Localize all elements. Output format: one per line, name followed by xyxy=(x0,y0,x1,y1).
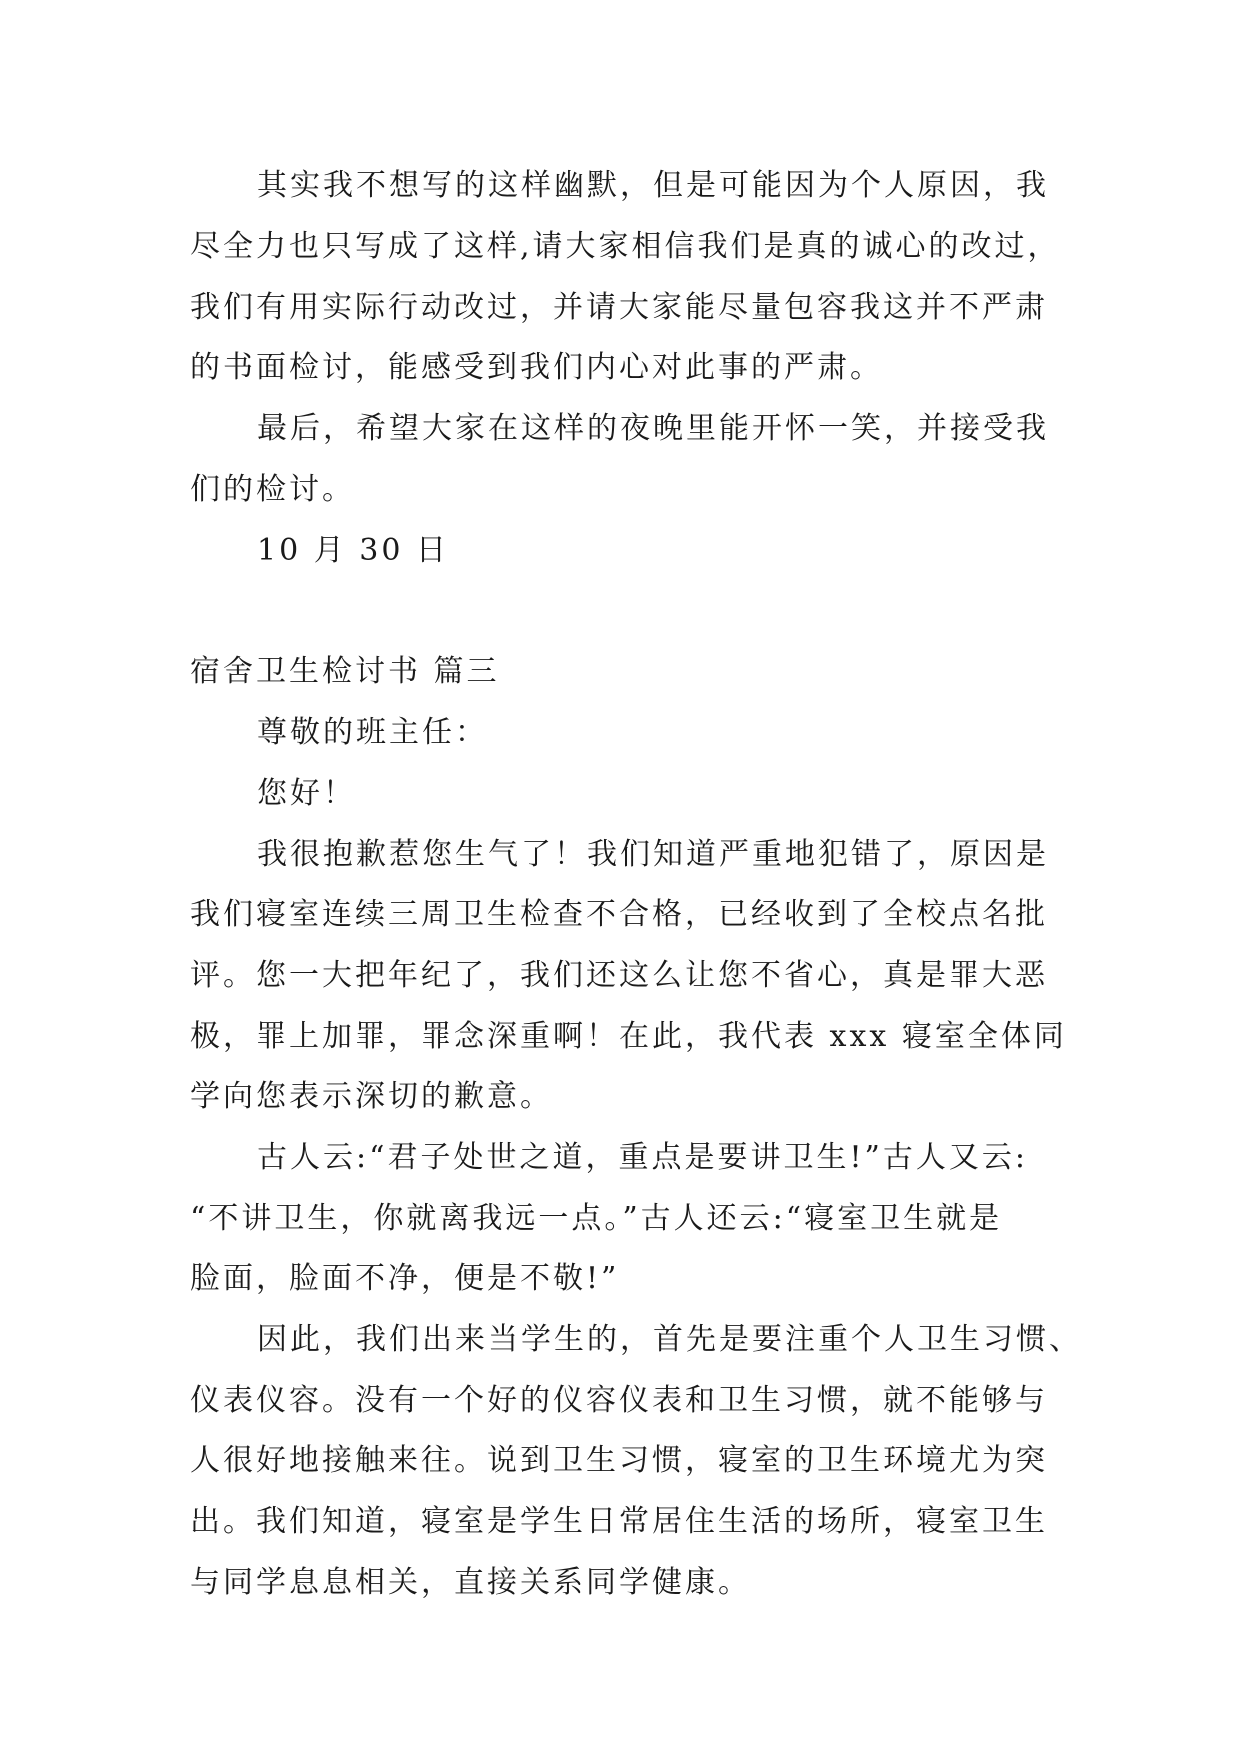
greeting: 您好！ xyxy=(257,776,356,811)
paragraph-line: 古人云:“君子处世之道，重点是要讲卫生!”古人又云: xyxy=(257,1140,1028,1175)
date-line: 10 月 30 日 xyxy=(257,533,449,568)
paragraph-line: 因此，我们出来当学生的，首先是要注重个人卫生习惯、 xyxy=(257,1322,1082,1357)
paragraph-line: 我很抱歉惹您生气了！我们知道严重地犯错了，原因是 xyxy=(257,837,1049,872)
paragraph-line: 其实我不想写的这样幽默，但是可能因为个人原因，我 xyxy=(257,168,1049,203)
paragraph-line: 我们寝室连续三周卫生检查不合格，已经收到了全校点名批 xyxy=(190,897,1048,932)
salutation: 尊敬的班主任： xyxy=(257,715,488,750)
paragraph-line: 与同学息息相关，直接关系同学健康。 xyxy=(190,1565,751,1600)
paragraph-line: 出。我们知道，寝室是学生日常居住生活的场所，寝室卫生 xyxy=(190,1504,1048,1539)
paragraph-line: “不讲卫生，你就离我远一点。”古人还云:“寝室卫生就是 xyxy=(190,1201,1003,1236)
paragraph-line: 尽全力也只写成了这样,请大家相信我们是真的诚心的改过， xyxy=(190,229,1061,264)
paragraph-line: 们的检讨。 xyxy=(190,472,355,507)
paragraph-line: 脸面，脸面不净，便是不敬!” xyxy=(190,1261,620,1296)
paragraph-line: 评。您一大把年纪了，我们还这么让您不省心，真是罪大恶 xyxy=(190,958,1048,993)
paragraph-line: 人很好地接触来往。说到卫生习惯，寝室的卫生环境尤为突 xyxy=(190,1443,1048,1478)
paragraph-line: 的书面检讨，能感受到我们内心对此事的严肃。 xyxy=(190,350,883,385)
paragraph-line: 仪表仪容。没有一个好的仪容仪表和卫生习惯，就不能够与 xyxy=(190,1383,1048,1418)
section-title: 宿舍卫生检讨书 篇三 xyxy=(190,654,500,689)
paragraph-line: 极，罪上加罪，罪念深重啊！在此，我代表 xxx 寝室全体同 xyxy=(190,1019,1067,1054)
paragraph-line: 我们有用实际行动改过，并请大家能尽量包容我这并不严肃 xyxy=(190,290,1048,325)
paragraph-line: 最后，希望大家在这样的夜晚里能开怀一笑，并接受我 xyxy=(257,411,1049,446)
paragraph-line: 学向您表示深切的歉意。 xyxy=(190,1079,553,1114)
